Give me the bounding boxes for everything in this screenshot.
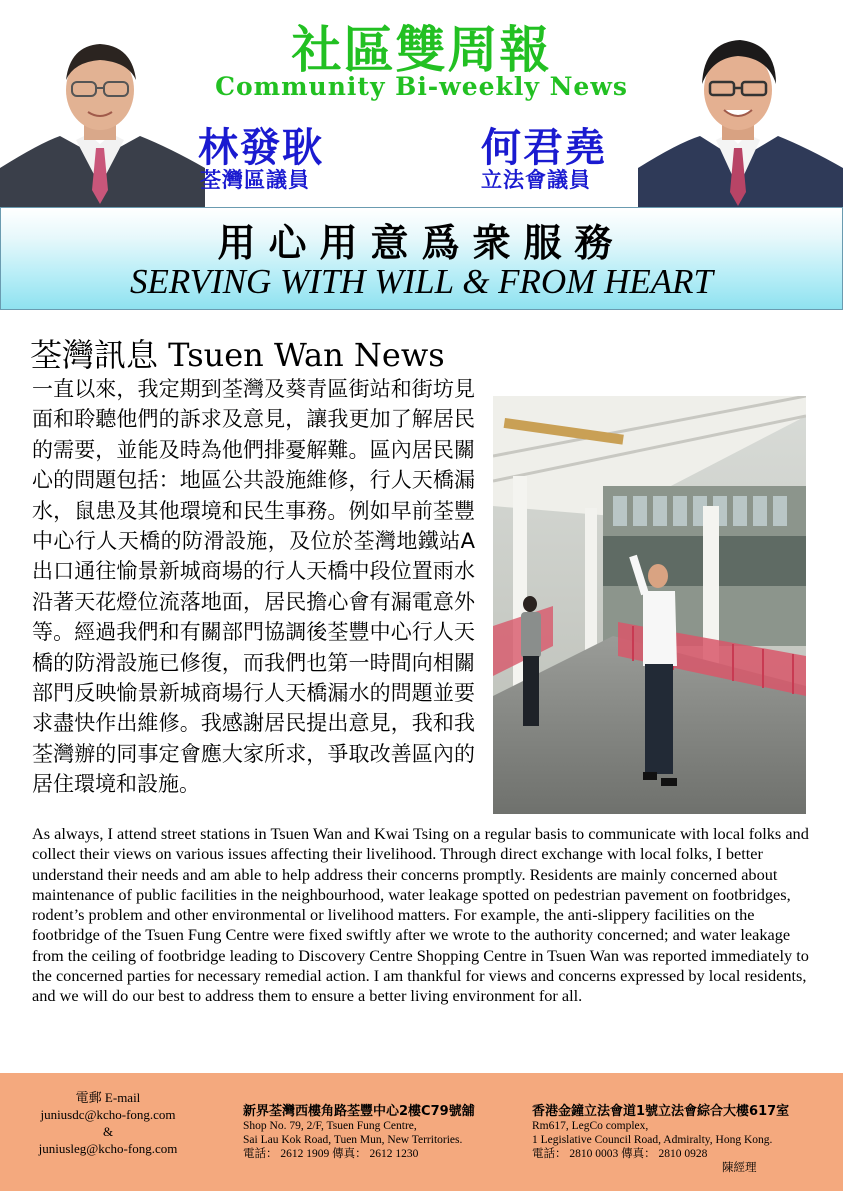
ampersand: & xyxy=(102,1124,114,1139)
footbridge-photo xyxy=(493,396,806,814)
office2-phone: 電話： 2810 0003 傳真： 2810 0928 xyxy=(532,1148,708,1160)
news-heading: 荃灣訊息 Tsuen Wan News xyxy=(30,336,445,374)
news-body-english: As always, I attend street stations in Tsuen Wan and Kwai Tsing on a regular basis to communicate with local folks and collect their views on various issues affecting their livelihood. Through direct exchange with local folks, I better understand their needs and am able to help address their concerns promptly. Residents are mainly concerned about maintenance of public facilities in the neighbourhood, water leakage spotted on pedestrian pavement on footbridges, rodent’s problem and other environmental or livelihood matters. For example, the anti-slippery facilities on the footbridge of the Tsuen Fung Centre were fixed swiftly after we wrote to the authority concerned; and water leakage from the ceiling of footbridge leading to Discovery Centre Shopping Centre in Tsuen Wan was reported immediately to the concerned parties for necessary remedial action. I am thankful for views and concerns expressed by local residents, and we will do our best to address them to ensure a better living environment for all. xyxy=(32,824,809,1006)
contact-footer xyxy=(0,1073,843,1191)
left-person-name: 林發耿 xyxy=(198,125,324,171)
office-tsuen-wan xyxy=(243,1100,513,1161)
office1-phone: 電話： 2612 1909 傳真： 2612 1230 xyxy=(243,1148,419,1160)
office-admiralty xyxy=(532,1100,822,1175)
email-block xyxy=(28,1089,188,1157)
email-link-leg[interactable]: juniusleg@kcho-fong.com xyxy=(38,1141,178,1156)
office1-address-line2: Sai Lau Kok Road, Tuen Mun, New Territories. xyxy=(243,1134,463,1146)
office2-address-zh: 香港金鐘立法會道1號立法會綜合大樓617室 xyxy=(532,1104,790,1119)
office1-address-zh: 新界荃灣西樓角路荃豐中心2樓C79號舖 xyxy=(243,1104,475,1119)
newsletter-title-english: Community Bi-weekly News xyxy=(215,72,628,101)
email-label: 電郵 E-mail xyxy=(75,1090,141,1105)
email-link-dc[interactable]: juniusdc@kcho-fong.com xyxy=(40,1107,176,1122)
news-body-chinese: 一直以來，我定期到荃灣及葵青區街站和街坊見面和聆聽他們的訴求及意見，讓我更加了解居民的需要，並能及時為他們排憂解難。區內居民關心的問題包括：地區公共設施維修，行人天橋漏水，鼠患及其他環境和民生事務。例如早前荃豐中心行人天橋的防滑設施，及位於荃灣地鐵站A出口通往愉景新城商場的行人天橋中段位置雨水沿著天花燈位流落地面，居民擔心會有漏電意外等。經過我們和有關部門協調後荃豐中心行人天橋的防滑設施已修復，而我們也第一時間向相關部門反映愉景新城商場行人天橋漏水的問題並要求盡快作出維修。我感謝居民提出意見，我和我荃灣辦的同事定會應大家所求，爭取改善區內的居住環境和設施。 xyxy=(32,377,475,797)
right-person-name: 何君堯 xyxy=(481,125,607,171)
office2-address-line1: Rm617, LegCo complex, xyxy=(532,1120,649,1132)
signature: 陳經理 xyxy=(722,1162,757,1174)
slogan-english: SERVING WITH WILL & FROM HEART xyxy=(130,262,713,301)
office2-address-line2: 1 Legislative Council Road, Admiralty, Hong Kong. xyxy=(532,1134,773,1146)
newsletter-title-chinese: 社區雙周報 xyxy=(291,21,552,79)
right-person-role: 立法會議員 xyxy=(481,168,591,192)
left-person-role: 荃灣區議員 xyxy=(200,168,310,192)
slogan-chinese: 用心用意爲衆服務 xyxy=(217,221,626,265)
office1-address-line1: Shop No. 79, 2/F, Tsuen Fung Centre, xyxy=(243,1120,417,1132)
